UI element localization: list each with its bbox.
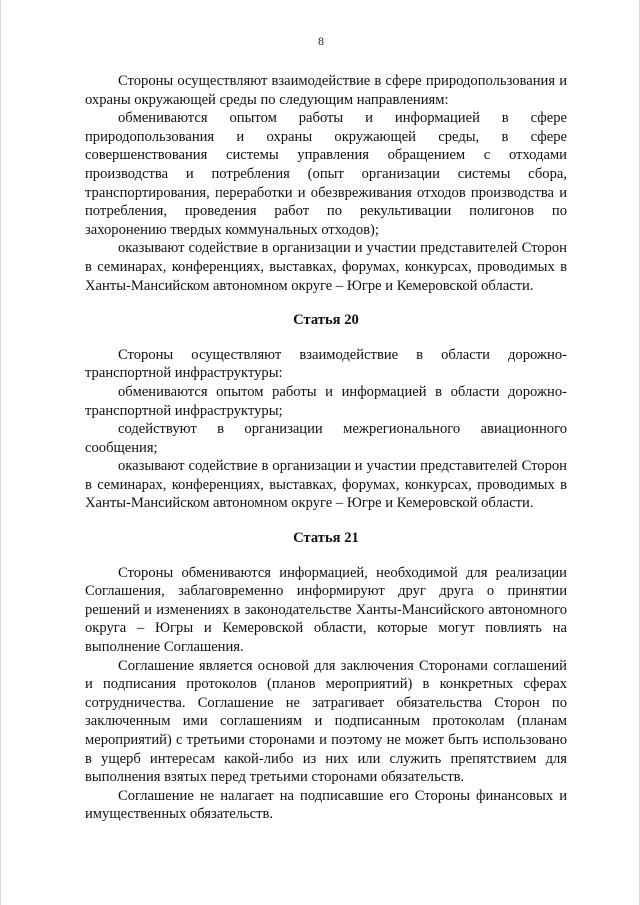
paragraph: Соглашение не налагает на подписавшие его Стороны финансовых и имущественных обязательств. bbox=[85, 787, 567, 823]
paragraph: оказывают содействие в организации и участии представителей Сторон в семинарах, конференциях, выставках, форумах, конкурсах, проводимых в Ханты-Мансийском автономном округе – Югре и Кемеровской области. bbox=[85, 240, 567, 294]
page-number: 8 bbox=[318, 34, 324, 48]
paragraph: обмениваются опытом работы и информацией в сфере природопользования и охраны окружающей среды, в сфере совершенствования системы управления обращением с отходами производства и потребления (опыт организации системы сбора, транспортирования, переработки и обезвреживания отходов производства и потребления, проведения работ по рекультивации полигонов по захоронению твердых коммунальных отходов); bbox=[85, 110, 567, 238]
paragraph: содействуют в организации межрегионального авиационного сообщения; bbox=[85, 421, 567, 456]
article-20-heading: Статья 20 bbox=[293, 312, 359, 329]
document-body bbox=[85, 72, 567, 824]
paragraph: Соглашение является основой для заключения Сторонами соглашений и подписания протоколов (планов мероприятий) в конкретных сферах сотрудничества. Соглашение не затрагивает обязательства Сторон по заключенным ими соглашениям и подписанным протоколам (планам мероприятий) с третьими сторонами и поэтому не может быть использовано в ущерб интересам какой-либо из них или служить препятствием для выполнения взятых перед третьими сторонами обязательств. bbox=[85, 657, 567, 786]
paragraph: Стороны обмениваются информацией, необходимой для реализации Соглашения, заблаговременно информируют друг друга о принятии решений и изменениях в законодательстве Ханты-Мансийского автономного округа – Югры и Кемеровской области, которые могут повлиять на выполнение Соглашения. bbox=[85, 564, 567, 656]
paragraph: обмениваются опытом работы и информацией в области дорожно-транспортной инфраструктуры; bbox=[85, 383, 567, 419]
article-21-heading: Статья 21 bbox=[293, 530, 359, 547]
paragraph: Стороны осуществляют взаимодействие в сфере природопользования и охраны окружающей среды по следующим направлениям: bbox=[85, 73, 567, 108]
paragraph: оказывают содействие в организации и участии представителей Сторон в семинарах, конференциях, выставках, форумах, конкурсах, проводимых в Ханты-Мансийском автономном округе – Югре и Кемеровской области. bbox=[85, 458, 567, 512]
paragraph: Стороны осуществляют взаимодействие в области дорожно-транспортной инфраструктуры: bbox=[85, 346, 567, 382]
